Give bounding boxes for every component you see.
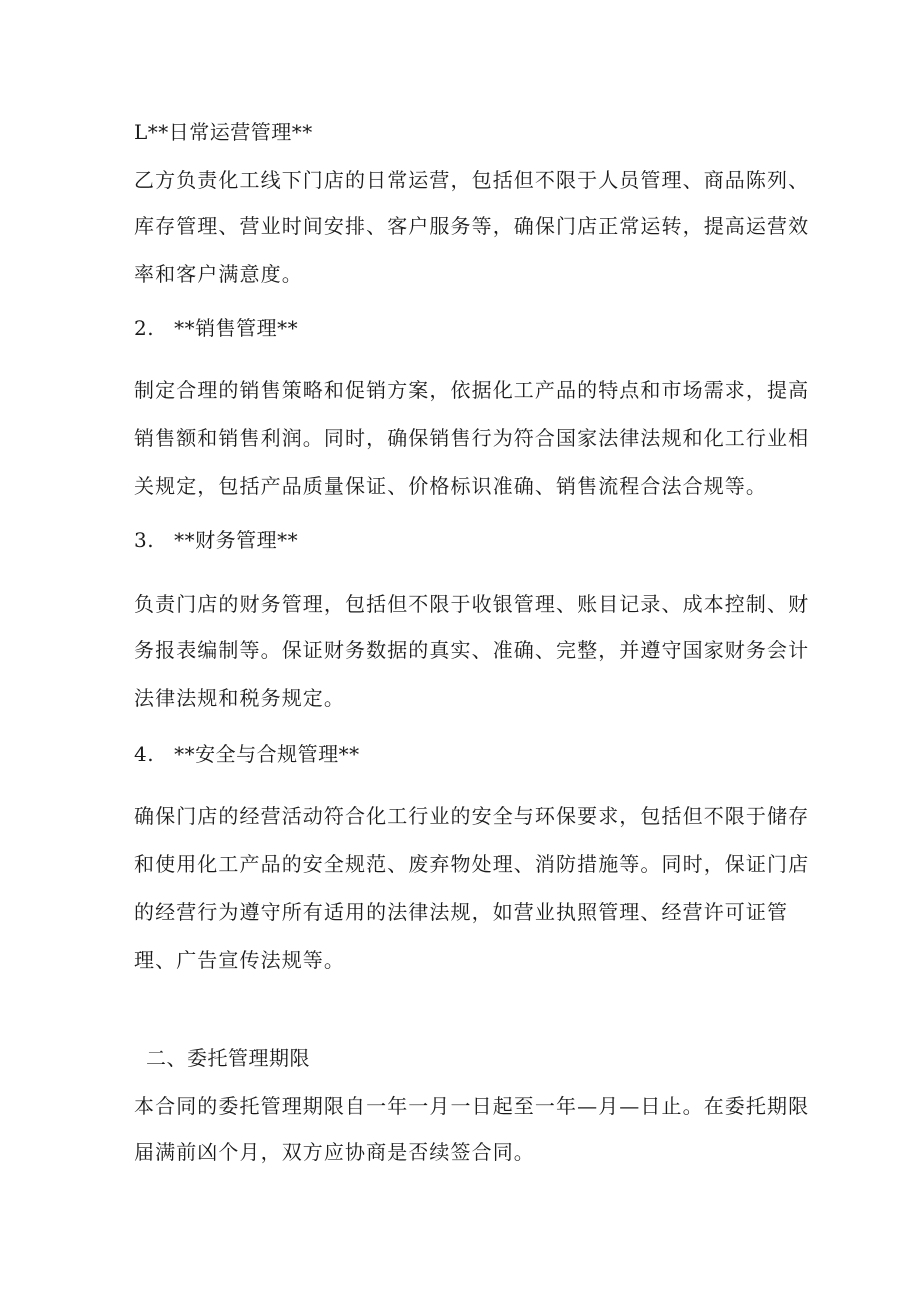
chapter-2-paragraph-line-2: 届满前凶个月，双方应协商是否续签合同。 (134, 1140, 535, 1164)
section-2-number: 2. (134, 316, 155, 340)
section-4-paragraph-line-3: 的经营行为遵守所有适用的法律法规，如营业执照管理、经营许可证管 (134, 900, 789, 924)
section-2-title: **销售管理** (174, 316, 299, 340)
section-1-paragraph-line-3: 率和客户满意度。 (134, 262, 303, 286)
section-3-paragraph-line-3: 法律法规和税务规定。 (134, 686, 345, 710)
section-1-heading: L**日常运营管理** (134, 120, 313, 144)
section-2-heading (134, 316, 298, 340)
section-4-heading (134, 742, 360, 766)
section-2-paragraph-line-1: 制定合理的销售策略和促销方案，依据化工产品的特点和市场需求，提高 (134, 378, 810, 402)
section-2-paragraph-line-2: 销售额和销售利润。同时，确保销售行为符合国家法律法规和化工行业相 (134, 426, 810, 450)
section-1-paragraph-line-1: 乙方负责化工线下门店的日常运营，包括但不限于人员管理、商品陈列、 (134, 168, 810, 192)
section-3-heading (134, 528, 298, 552)
section-2-paragraph-line-3: 关规定，包括产品质量保证、价格标识准确、销售流程合法合规等。 (134, 474, 767, 498)
section-4-number: 4. (134, 742, 155, 766)
section-1-paragraph-line-2: 库存管理、营业时间安排、客户服务等，确保门店正常运转，提高运营效 (134, 214, 810, 238)
section-4-paragraph-line-1: 确保门店的经营活动符合化工行业的安全与环保要求，包括但不限于储存 (134, 804, 810, 828)
section-4-paragraph-line-4: 理、广告宣传法规等。 (134, 948, 345, 972)
section-3-title: **财务管理** (174, 528, 299, 552)
section-3-paragraph-line-2: 务报表编制等。保证财务数据的真实、准确、完整，并遵守国家财务会计 (134, 638, 810, 662)
chapter-2-heading: 二、委托管理期限 (146, 1046, 310, 1070)
section-3-paragraph-line-1: 负责门店的财务管理，包括但不限于收银管理、账目记录、成本控制、财 (134, 592, 810, 616)
section-4-title: **安全与合规管理** (174, 742, 360, 766)
section-3-number: 3. (134, 528, 155, 552)
chapter-2-paragraph-line-1: 本合同的委托管理期限自一年一月一日起至一年—月—日止。在委托期限 (134, 1094, 810, 1118)
section-4-paragraph-line-2: 和使用化工产品的安全规范、废弃物处理、消防措施等。同时，保证门店 (134, 852, 810, 876)
